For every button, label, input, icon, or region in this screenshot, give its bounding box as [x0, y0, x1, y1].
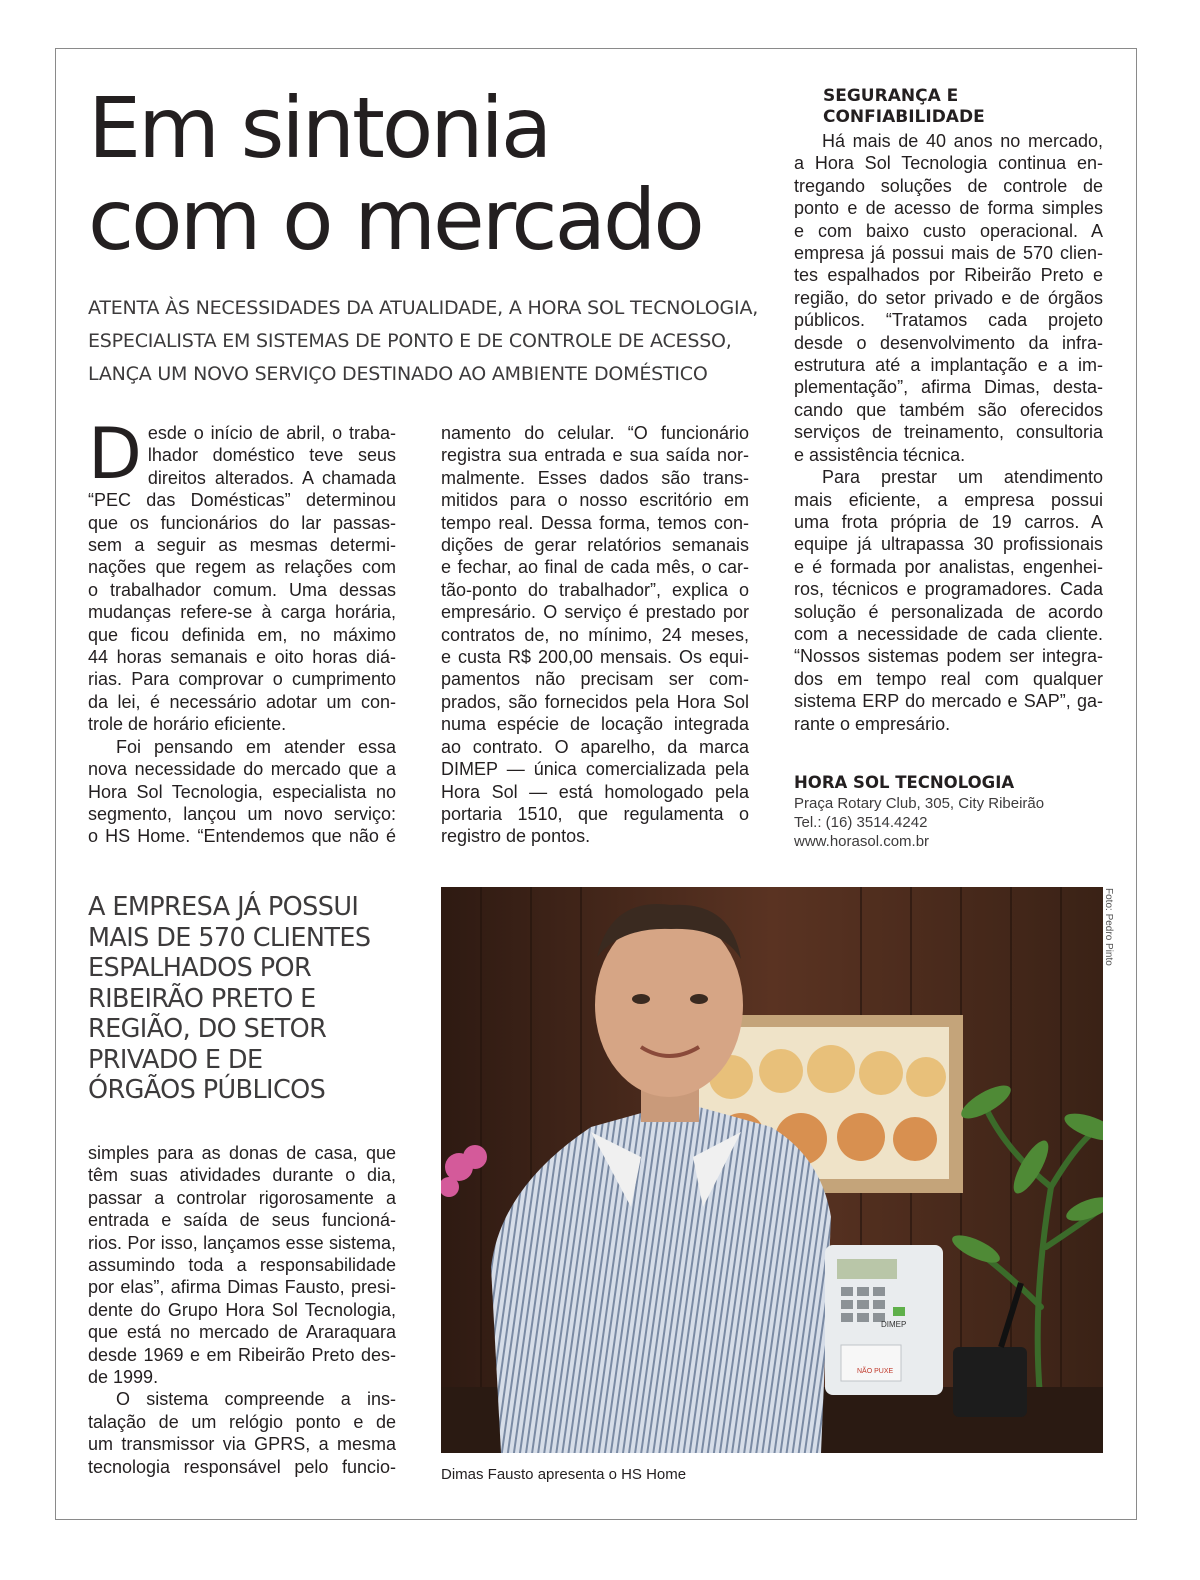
- text-line: tecnologia responsável pelo funcio-: [88, 1456, 396, 1477]
- text-line: portaria 1510, que regulamenta o: [441, 803, 749, 824]
- text-line: que está no mercado de Araraquara: [88, 1322, 396, 1343]
- text-line: que ficou definida em, no máximo: [88, 624, 396, 645]
- article-deck: [88, 292, 768, 391]
- subhead-line: SEGURANÇA E: [823, 86, 959, 106]
- text-line: “PEC das Domésticas” determinou: [88, 490, 396, 511]
- text-line: namento do celular. “O funcionário: [441, 423, 749, 443]
- text-line: assumindo toda a responsabilidade: [88, 1255, 396, 1276]
- text-line: tempo real. Dessa forma, temos con-: [441, 512, 749, 533]
- text-line: e assistência técnica.: [794, 444, 966, 465]
- text-line: tão-ponto do trabalhador”, explica o: [441, 579, 749, 600]
- text-line: Hora Sol — está homologado pela: [441, 781, 749, 802]
- text-line: Foi pensando em atender essa: [116, 736, 396, 757]
- article-title: [88, 79, 702, 269]
- body-column-1: [88, 413, 396, 848]
- text-line: Há mais de 40 anos no mercado,: [822, 131, 1103, 151]
- text-line: contratos de, no mínimo, 24 meses,: [441, 624, 749, 645]
- text-line: a Hora Sol Tecnologia continua en-: [794, 153, 1103, 174]
- article-photo: [441, 887, 1103, 1453]
- text-line: rante o empresário.: [794, 713, 951, 734]
- photo-illustration: [441, 887, 1103, 1453]
- body-column-2: [441, 422, 749, 848]
- text-line: registro de pontos.: [441, 826, 591, 847]
- text-line: um transmissor via GPRS, a mesma: [88, 1434, 396, 1455]
- text-line: numa espécie de locação integrada: [441, 714, 749, 735]
- text-line: dente do Grupo Hora Sol Tecnologia,: [88, 1299, 396, 1320]
- text-line: que os funcionários do lar passas-: [88, 512, 396, 533]
- pull-quote: [88, 892, 408, 1106]
- text-line: dos em tempo real com qualquer: [794, 668, 1103, 689]
- title-line: Em sintonia: [88, 79, 550, 177]
- text-line: estrutura até a implantação e a im-: [794, 355, 1103, 376]
- text-line: simples para as donas de casa, que: [88, 1143, 396, 1163]
- text-line: com a necessidade de cada cliente.: [794, 623, 1103, 644]
- body-column-3: [794, 130, 1103, 735]
- text-line: ponto e de acesso de forma simples: [794, 198, 1103, 219]
- text-line: e com baixo custo operacional. A: [794, 220, 1103, 241]
- text-line: sem a seguir as mesmas determi-: [88, 535, 396, 556]
- body-column-1-continued: [88, 1142, 396, 1478]
- text-line: tregando soluções de controle de: [794, 175, 1103, 196]
- text-line: talação de um relógio ponto e de: [88, 1411, 396, 1432]
- company-address: Praça Rotary Club, 305, City Ribeirão: [794, 795, 1045, 812]
- deck-line: ESPECIALISTA EM SISTEMAS DE PONTO E DE CONTROLE DE ACESSO,: [88, 330, 732, 352]
- text-line: Para prestar um atendimento: [822, 467, 1103, 488]
- deck-line: LANÇA UM NOVO SERVIÇO DESTINADO AO AMBIENTE DOMÉSTICO: [88, 363, 708, 385]
- subhead-line: CONFIABILIDADE: [823, 107, 985, 127]
- company-name: HORA SOL TECNOLOGIA: [794, 773, 1015, 792]
- text-line: por elas”, afirma Dimas Fausto, presi-: [88, 1277, 396, 1298]
- text-line: pamentos não precisam ser com-: [441, 669, 749, 690]
- text-line: passar a controlar rigorosamente a: [88, 1187, 396, 1208]
- text-line: o trabalhador comum. Uma dessas: [88, 579, 396, 600]
- pullquote-line: A EMPRESA JÁ POSSUI: [88, 892, 359, 922]
- text-line: o HS Home. “Entendemos que não é: [88, 826, 396, 847]
- text-line: e é formada por analistas, engenhei-: [794, 556, 1103, 577]
- company-phone: Tel.: (16) 3514.4242: [794, 814, 928, 831]
- text-line: malmente. Esses dados são trans-: [441, 467, 749, 488]
- drop-cap: D: [88, 413, 142, 495]
- text-line: cando que também são oferecidos: [794, 399, 1103, 420]
- text-line: tes espalhados por Ribeirão Preto e: [794, 265, 1103, 286]
- text-line: públicos. “Tratamos cada projeto: [794, 310, 1103, 331]
- text-line: direitos alterados. A chamada: [147, 467, 396, 488]
- text-line: empresa já possui mais de 570 clien-: [794, 243, 1103, 264]
- text-line: DIMEP — única comercializada pela: [441, 759, 749, 780]
- text-line: nações que regem as relações com: [88, 557, 396, 578]
- text-line: Hora Sol Tecnologia, especialista no: [88, 781, 396, 802]
- device-brand-label: DIMEP: [881, 1320, 907, 1329]
- text-line: empresário. O serviço é prestado por: [441, 602, 749, 623]
- text-line: e fechar, ao final de cada mês, o car-: [441, 557, 749, 578]
- text-line: mitidos para o nosso escritório em: [441, 490, 749, 511]
- text-line: dições de gerar relatórios semanais: [441, 535, 749, 556]
- text-line: 44 horas semanais e oito horas diá-: [88, 647, 396, 668]
- text-line: desde o desenvolvimento da infra-: [794, 332, 1103, 353]
- text-line: registra sua entrada e sua saída nor-: [441, 445, 749, 466]
- pullquote-line: MAIS DE 570 CLIENTES: [88, 922, 371, 953]
- pullquote-line: PRIVADO E DE: [88, 1044, 263, 1075]
- text-line: região, do setor privado e de órgãos: [794, 287, 1103, 308]
- text-line: equipe já ultrapassa 30 profissionais: [794, 534, 1103, 555]
- pullquote-line: ÓRGÃOS PÚBLICOS: [88, 1075, 326, 1105]
- text-line: “Nossos sistemas podem ser integra-: [794, 646, 1103, 667]
- text-line: entrada e saída de seus funcioná-: [88, 1210, 396, 1231]
- pullquote-line: RIBEIRÃO PRETO E: [88, 983, 316, 1014]
- photo-credit: Foto: Pedro Pinto: [1103, 888, 1114, 966]
- text-line: esde o início de abril, o traba-: [147, 423, 396, 443]
- text-line: rios. Por isso, lançamos esse sistema,: [88, 1232, 396, 1253]
- pullquote-line: REGIÃO, DO SETOR: [88, 1014, 327, 1044]
- text-line: serviços de treinamento, consultoria: [794, 422, 1103, 443]
- text-line: solução é personalizada de acordo: [794, 601, 1103, 622]
- text-line: segmento, lançou um novo serviço:: [88, 803, 396, 824]
- text-line: têm suas atividades durante o dia,: [88, 1165, 396, 1186]
- device-sticker-label: NÃO PUXE: [857, 1368, 894, 1375]
- text-line: e custa R$ 200,00 mensais. Os equi-: [441, 647, 749, 668]
- text-line: trole de horário eficiente.: [88, 714, 287, 735]
- text-line: plementação”, afirma Dimas, desta-: [794, 377, 1103, 398]
- text-line: de 1999.: [88, 1367, 159, 1388]
- text-line: mudanças refere-se à carga horária,: [88, 602, 396, 623]
- text-line: da lei, é necessário adotar um con-: [88, 691, 396, 712]
- text-line: rias. Para comprovar o cumprimento: [88, 669, 396, 690]
- text-line: ao contrato. O aparelho, da marca: [441, 736, 749, 757]
- text-line: ros, técnicos e programadores. Cada: [794, 579, 1103, 600]
- pullquote-line: ESPALHADOS POR: [88, 953, 312, 983]
- photo-caption: Dimas Fausto apresenta o HS Home: [441, 1466, 687, 1483]
- title-line: com o mercado: [88, 171, 702, 269]
- text-line: prados, são fornecidos pela Hora Sol: [441, 691, 749, 712]
- text-line: mais eficiente, a empresa possui: [794, 489, 1103, 510]
- text-line: uma frota própria de 19 carros. A: [794, 511, 1103, 532]
- contact-box: [794, 772, 1103, 851]
- text-line: desde 1969 e em Ribeirão Preto des-: [88, 1344, 396, 1365]
- text-line: nova necessidade do mercado que a: [88, 759, 396, 780]
- section-subhead: [823, 86, 985, 128]
- text-line: O sistema compreende a ins-: [116, 1389, 396, 1410]
- text-line: lhador doméstico teve seus: [147, 445, 396, 466]
- text-line: sistema ERP do mercado e SAP”, ga-: [794, 691, 1103, 712]
- deck-line: ATENTA ÀS NECESSIDADES DA ATUALIDADE, A HORA SOL TECNOLOGIA,: [88, 297, 759, 319]
- company-website[interactable]: www.horasol.com.br: [794, 833, 930, 850]
